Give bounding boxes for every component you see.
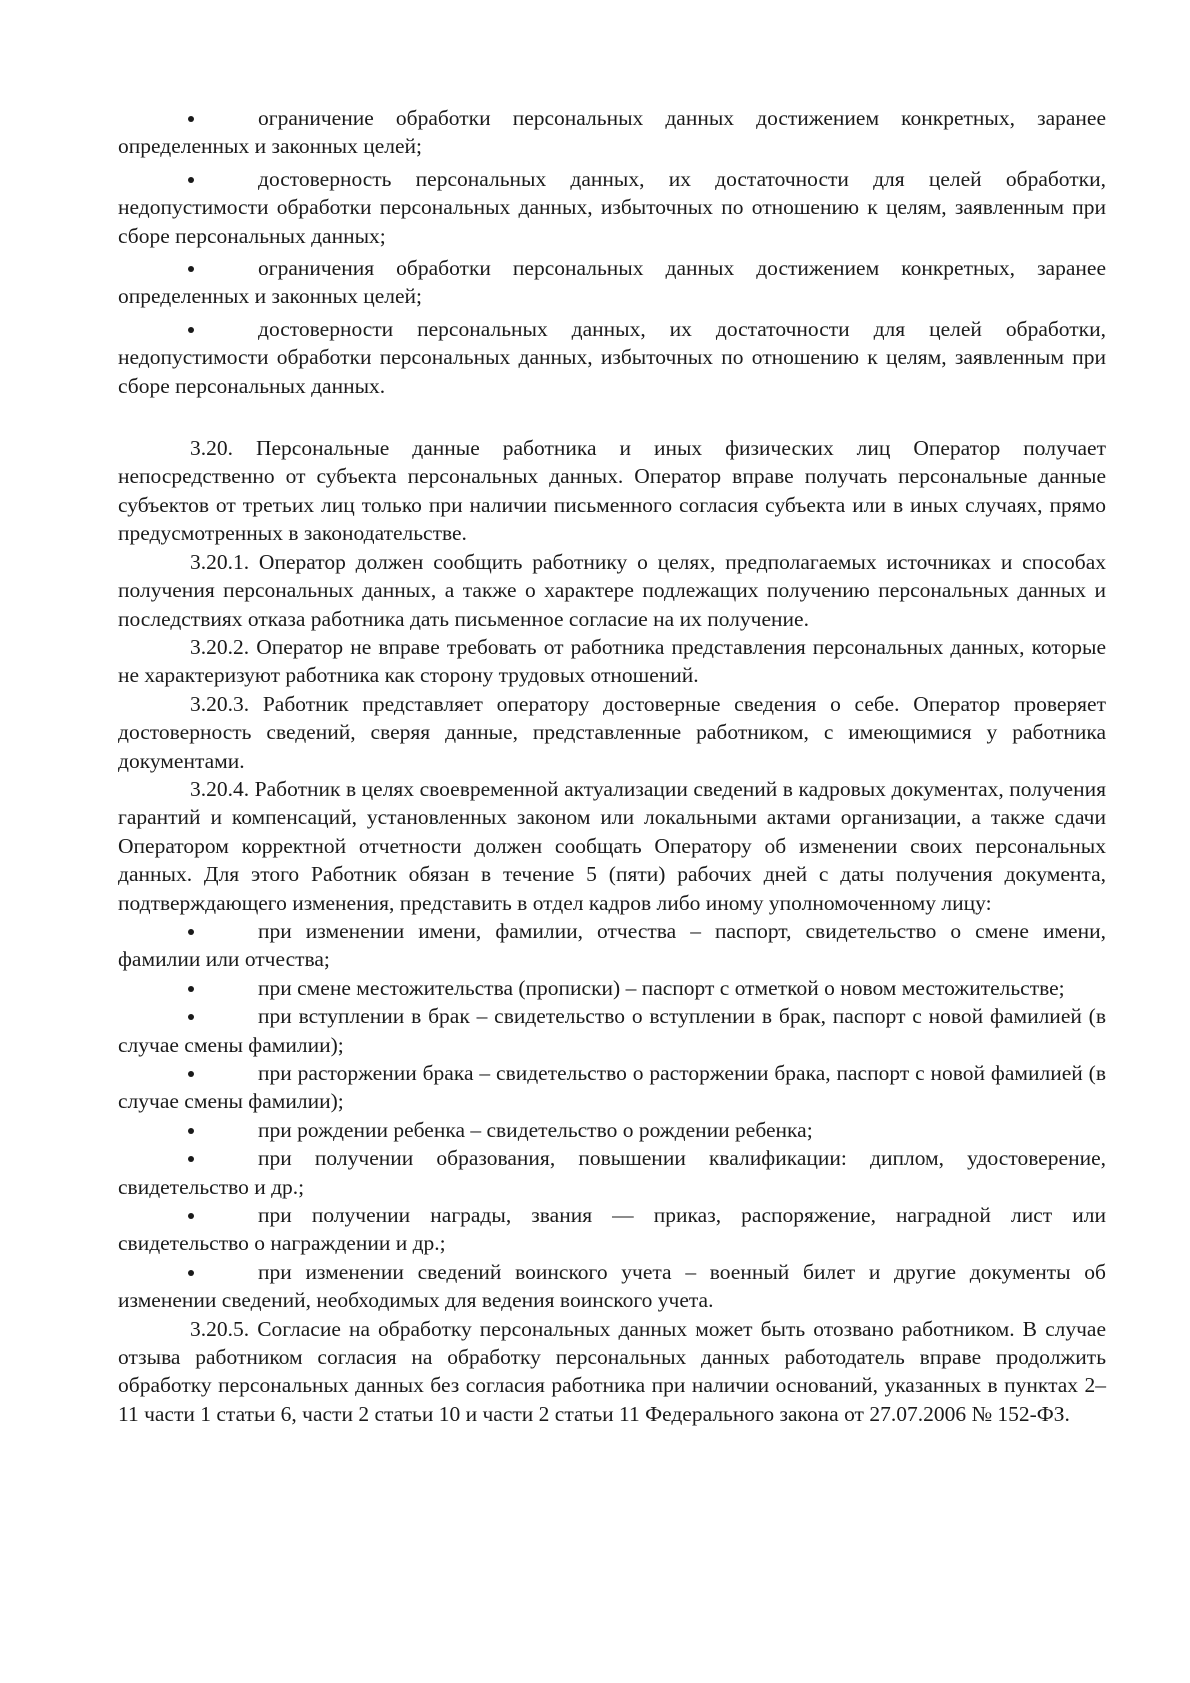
list-item: достоверность персональных данных, их достаточности для целей обработки, недопустимости обработки персональных данных, избыточных по отношению к целям, заявленным при сборе персональных данных; [118, 165, 1106, 250]
list-item: ограничения обработки персональных данных достижением конкретных, заранее определенных и законных целей; [118, 254, 1106, 311]
paragraph-3-20: 3.20. Персональные данные работника и иных физических лиц Оператор получает непосредственно от субъекта персональных данных. Оператор вправе получать персональные данные субъектов от третьих лиц только при наличии письменного согласия субъекта или в иных случаях, прямо предусмотренных в законодательстве. [118, 436, 1106, 546]
paragraph-3-20-2: 3.20.2. Оператор не вправе требовать от работника представления персональных данных, которые не характеризуют работника как сторону трудовых отношений. [118, 634, 1106, 688]
list-item: при вступлении в брак – свидетельство о вступлении в брак, паспорт с новой фамилией (в случае смены фамилии); [118, 1002, 1106, 1059]
list-item: при изменении сведений воинского учета – военный билет и другие документы об изменении сведений, необходимых для ведения воинского учета. [118, 1258, 1106, 1315]
paragraph-3-20-3: 3.20.3. Работник представляет оператору достоверные сведения о себе. Оператор проверяет достоверность сведений, сверяя данные, представленные работником, с имеющимися у работника документами. [118, 691, 1106, 773]
list-item: при рождении ребенка – свидетельство о рождении ребенка; [118, 1116, 1106, 1144]
paragraph-3-20-4: 3.20.4. Работник в целях своевременной актуализации сведений в кадровых документах, получения гарантий и компенсаций, установленных законом или локальными актами организации, а также сдачи Оператором корректной отчетности должен сообщать Оператору об изменении своих персональных данных. Для этого Работник обязан в течение 5 (пяти) рабочих дней с даты получения документа, подтверждающего изменения, представить в отдел кадров либо иному уполномоченному лицу: [118, 776, 1106, 915]
paragraph-3-20-1: 3.20.1. Оператор должен сообщить работнику о целях, предполагаемых источниках и способах получения персональных данных, а также о характере подлежащих получению персональных данных и последствиях отказа работника дать письменное согласие на их получение. [118, 549, 1106, 631]
document-page [118, 104, 1106, 1428]
list-item: при смене местожительства (прописки) – паспорт с отметкой о новом местожительстве; [118, 974, 1106, 1002]
paragraph-3-20-5: 3.20.5. Согласие на обработку персональных данных может быть отозвано работником. В случае отзыва работником согласия на обработку персональных данных работодатель вправе продолжить обработку персональных данных без согласия работника при наличии оснований, указанных в пунктах 2–11 части 1 статьи 6, части 2 статьи 10 и части 2 статьи 11 Федерального закона от 27.07.2006 № 152-ФЗ. [118, 1316, 1106, 1426]
list-item: при получении образования, повышении квалификации: диплом, удостоверение, свидетельство и др.; [118, 1144, 1106, 1201]
list-item: ограничение обработки персональных данных достижением конкретных, заранее определенных и законных целей; [118, 104, 1106, 161]
list-item: при получении награды, звания — приказ, распоряжение, наградной лист или свидетельство о награждении и др.; [118, 1201, 1106, 1258]
list-item: при расторжении брака – свидетельство о расторжении брака, паспорт с новой фамилией (в случае смены фамилии); [118, 1059, 1106, 1116]
list-item: при изменении имени, фамилии, отчества – паспорт, свидетельство о смене имени, фамилии или отчества; [118, 917, 1106, 974]
list-item: достоверности персональных данных, их достаточности для целей обработки, недопустимости обработки персональных данных, избыточных по отношению к целям, заявленным при сборе персональных данных. [118, 315, 1106, 400]
section-gap [118, 404, 1106, 434]
